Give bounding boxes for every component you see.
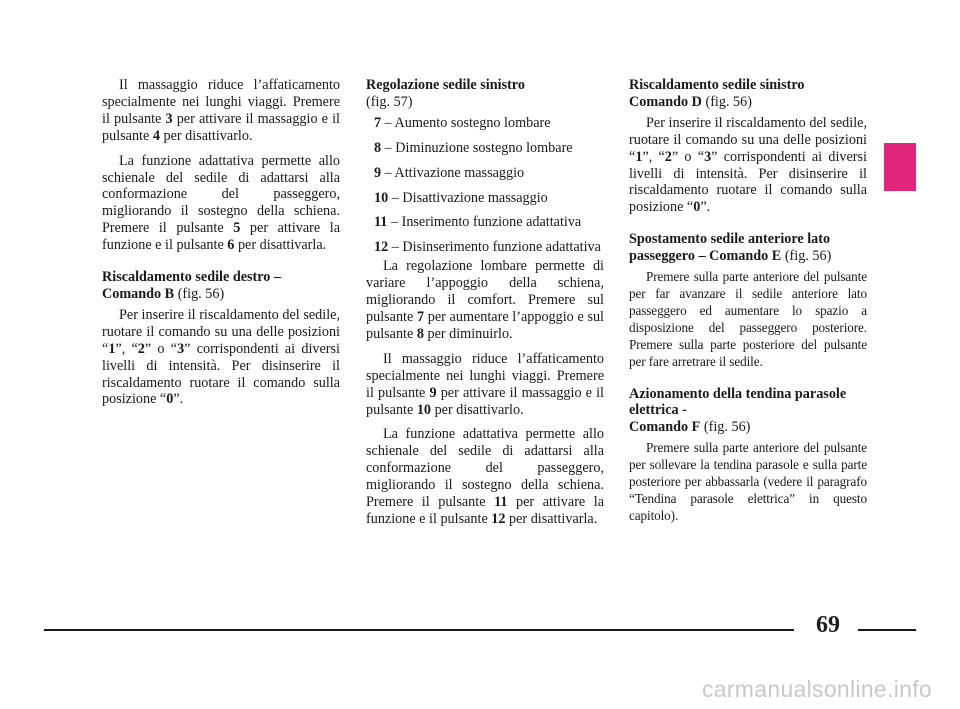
paragraph-adaptive: La funzione adattativa permette allo schienale del sedile di adattarsi alla conformazione del passeggero, migliorando il sostegno della schiena. Premere il pulsante 5 per attivare la funzione e il pulsante 6 per disattivarla. — [102, 152, 341, 254]
text-column-1 — [102, 77, 340, 416]
heading-sunshade: Azionamento della tendina parasole elettrica - Comando F (fig. 56) — [629, 385, 847, 436]
text-column-2 — [366, 77, 604, 536]
heading-left-seat-heating: Riscaldamento sedile sinistro Comando D (fig. 56) — [629, 77, 805, 110]
watermark: carmanualsonline.info — [701, 676, 932, 702]
paragraph-left-heating: Per inserire il riscaldamento del sedile, ruotare il comando su una delle posizioni “1”, “2” o “3” corrispondenti ai diversi livelli di intensità. Per disinserire il riscaldamento ruotare il comando sulla posizione “0”. — [629, 114, 867, 216]
paragraph-sunshade: Premere sulla parte anteriore del pulsante per sollevare la tendina parasole e sulla parte posteriore per abbassarla (vedere il paragrafo “Tendina parasole elettrica” in questo capitolo). — [629, 440, 867, 523]
paragraph-right-heating: Per inserire il riscaldamento del sedile, ruotare il comando su una delle posizioni “1”, “2” o “3” corrispondenti ai diversi livelli di intensità. Per disinserire il riscaldamento ruotare il comando sulla posizione “0”. — [102, 306, 340, 408]
list-item: 7 – Aumento sostegno lombare — [374, 114, 551, 131]
list-item: 11 – Inserimento funzione adattativa — [374, 214, 582, 231]
section-tab-marker — [884, 143, 916, 191]
list-item: 9 – Attivazione massaggio — [374, 164, 525, 181]
paragraph-lumbar: La regolazione lombare permette di variare l’appoggio della schiena, migliorando il comfort. Premere sul pulsante 7 per aumentare l’appoggio e sul pulsante 8 per diminuirlo. — [366, 258, 605, 342]
footer-rule-right — [858, 629, 916, 631]
text-column-3 — [629, 77, 867, 533]
heading-left-seat-adjustment: Regolazione sedile sinistro (fig. 57) — [366, 77, 525, 110]
list-item: 12 – Disinserimento funzione adattativa — [374, 239, 601, 256]
list-item: 10 – Disattivazione massaggio — [374, 189, 548, 206]
paragraph-massage: Il massaggio riduce l’affaticamento specialmente nei lunghi viaggi. Premere il pulsante 3 per attivare il massaggio e il pulsante 4 per disattivarlo. — [102, 77, 340, 144]
list-item: 8 – Diminuzione sostegno lombare — [374, 139, 573, 156]
heading-right-seat-heating: Riscaldamento sedile destro – Comando B (fig. 56) — [102, 269, 282, 302]
paragraph-massage: Il massaggio riduce l’affaticamento specialmente nei lunghi viaggi. Premere il pulsante 9 per attivare il massaggio e il pulsante 10 per disattivarlo. — [366, 350, 604, 418]
footer-rule-left — [44, 629, 794, 631]
paragraph-passenger-seat: Premere sulla parte anteriore del pulsante per far avanzare il sedile anteriore lato passeggero ed aumentare lo spazio a disposizione del passeggero posteriore. Premere sulla parte posteriore del pulsante per fare arretrare il sedile. — [629, 269, 867, 369]
page-number: 69 — [816, 612, 840, 638]
paragraph-adaptive: La funzione adattativa permette allo schienale del sedile di adattarsi alla conformazione del passeggero, migliorando il sostegno della schiena. Premere il pulsante 11 per attivare la funzione e il pulsante 12 per disattivarla. — [366, 426, 605, 527]
heading-passenger-seat-movement: Spostamento sedile anteriore lato passeggero – Comando E (fig. 56) — [629, 231, 832, 265]
